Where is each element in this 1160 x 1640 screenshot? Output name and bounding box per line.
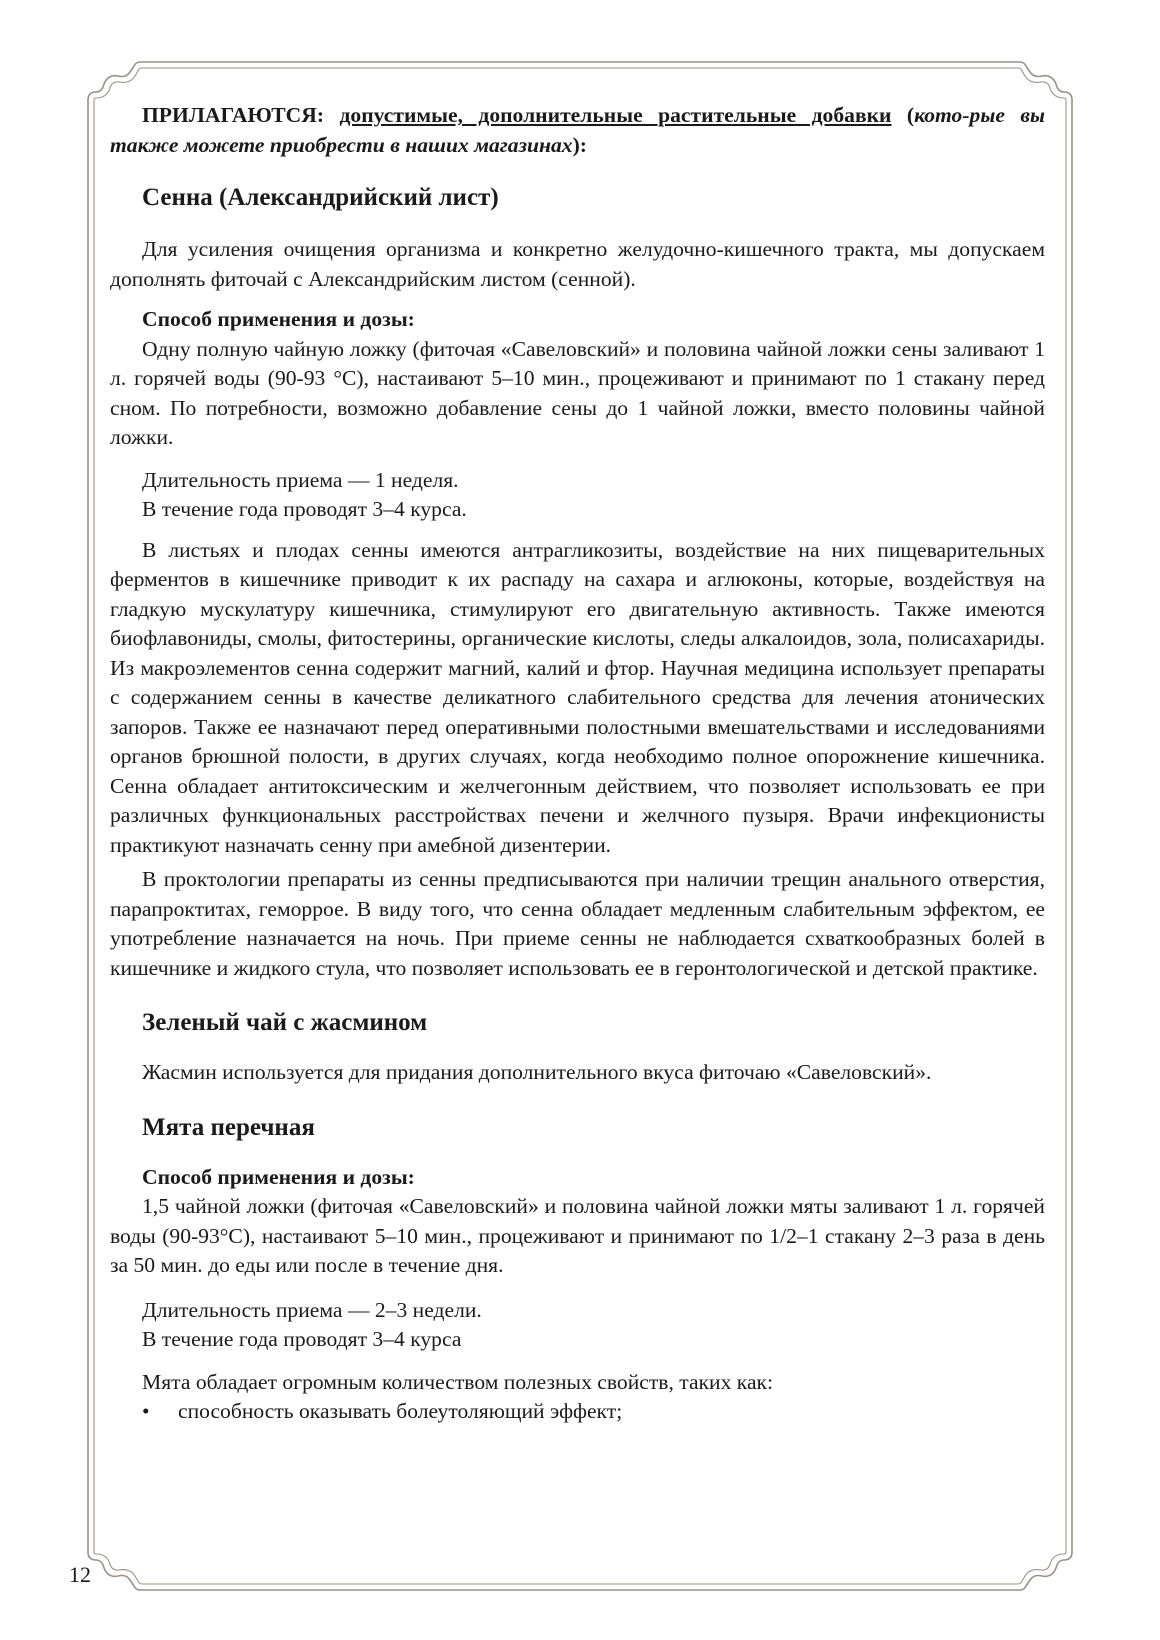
intro-lead: ПРИЛАГАЮТСЯ: [142, 103, 325, 127]
mint-heading: Мята перечная [142, 1113, 315, 1141]
senna-courses: В течение года проводят 3–4 курса. [142, 497, 467, 521]
senna-paragraph-1: Для усиления очищения организма и конкретно желудочно-кишечного тракта, мы допускаем дополнять фиточай с Александрийским листом (сенной). [110, 237, 1045, 291]
senna-paragraph-2: В листьях и плодах сенны имеются антрагликозиты, воздействие на них пищеварительных ферментов в кишечнике приводит к их распаду на сахара и аглюконы, которые, воздействуя на гладкую мускулатуру кишечника, стимулируют его двигательную активность. Также имеются биофлавониды, смолы, фитостерины, органические кислоты, следы алкалоидов, зола, полисахариды. Из макроэлементов сенна содержит магний, калий и фтор. Научная медицина использует препараты с содержанием сенны в качестве деликатного слабительного средства для лечения атонических запоров. Также ее назначают перед оперативными полостными вмешательствами и исследованиями органов брюшной полости, в других случаях, когда необходимо полное опорожнение кишечника. Сенна обладает антитоксическим и желчегонным действием, что позволяет использовать ее при различных функциональных расстройствах печени и желчного пузыря. Врачи инфекционисты практикуют назначать сенну при амебной дизентерии. [110, 537, 1045, 857]
jasmine-paragraph: Жасмин используется для придания дополнительного вкуса фиточаю «Савеловский». [142, 1060, 932, 1084]
senna-usage-title: Способ применения и дозы: [142, 307, 415, 331]
intro-paragraph [110, 101, 1045, 160]
intro-italic: кото-рые вы также можете приобрести в наших магазинах [110, 103, 1045, 157]
mint-courses: В течение года проводят 3–4 курса [142, 1327, 462, 1351]
intro-underlined: допустимые, дополнительные растительные добавки [339, 103, 892, 127]
senna-duration: Длительность приема — 1 неделя. [142, 467, 459, 492]
list-item-text: способность оказывать болеутоляющий эффект; [178, 1399, 623, 1423]
mint-paragraph: Мята обладает огромным количеством полезных свойств, таких как: [142, 1369, 774, 1394]
page-number: 12 [69, 1562, 91, 1587]
page-content [110, 101, 1045, 1427]
jasmine-heading: Зеленый чай с жасмином [142, 1009, 428, 1036]
mint-usage-text: 1,5 чайной ложки (фиточая «Савеловский» и половина чайной ложки мяты заливают 1 л. горячей воды (90-93°С), настаивают 5–10 мин., процеживают и принимают по 1/2–1 стакану 2–3 раза в день за 50 мин. до еды или после в течение дня. [110, 1194, 1045, 1277]
mint-duration: Длительность приема — 2–3 недели. [142, 1297, 482, 1322]
intro-close: ): [572, 132, 587, 157]
bullet-icon: • [142, 1399, 150, 1423]
senna-usage-text: Одну полную чайную ложку (фиточая «Савеловский» и половина чайной ложки сены заливают 1 л. горячей воды (90-93 °С), настаивают 5–10 мин., процеживают и принимают по 1 стакану перед сном. По потребности, возможно добавление сены до 1 чайной ложки, вместо половины чайной ложки. [110, 336, 1045, 449]
senna-heading: Сенна (Александрийский лист) [142, 184, 499, 211]
senna-paragraph-3: В проктологии препараты из сенны предписываются при наличии трещин анального отверстия, парапроктитах, геморрое. В виду того, что сенна обладает медленным слабительным эффектом, ее употребление назначается на ночь. При приеме сенны не наблюдается схваткообразных болей в кишечнике и жидкого стула, что позволяет использовать ее в геронтологической и детской практике. [110, 867, 1045, 980]
intro-open-paren: ( [891, 103, 915, 127]
mint-usage-title: Способ применения и дозы: [142, 1164, 415, 1189]
list-item [110, 1397, 1045, 1427]
